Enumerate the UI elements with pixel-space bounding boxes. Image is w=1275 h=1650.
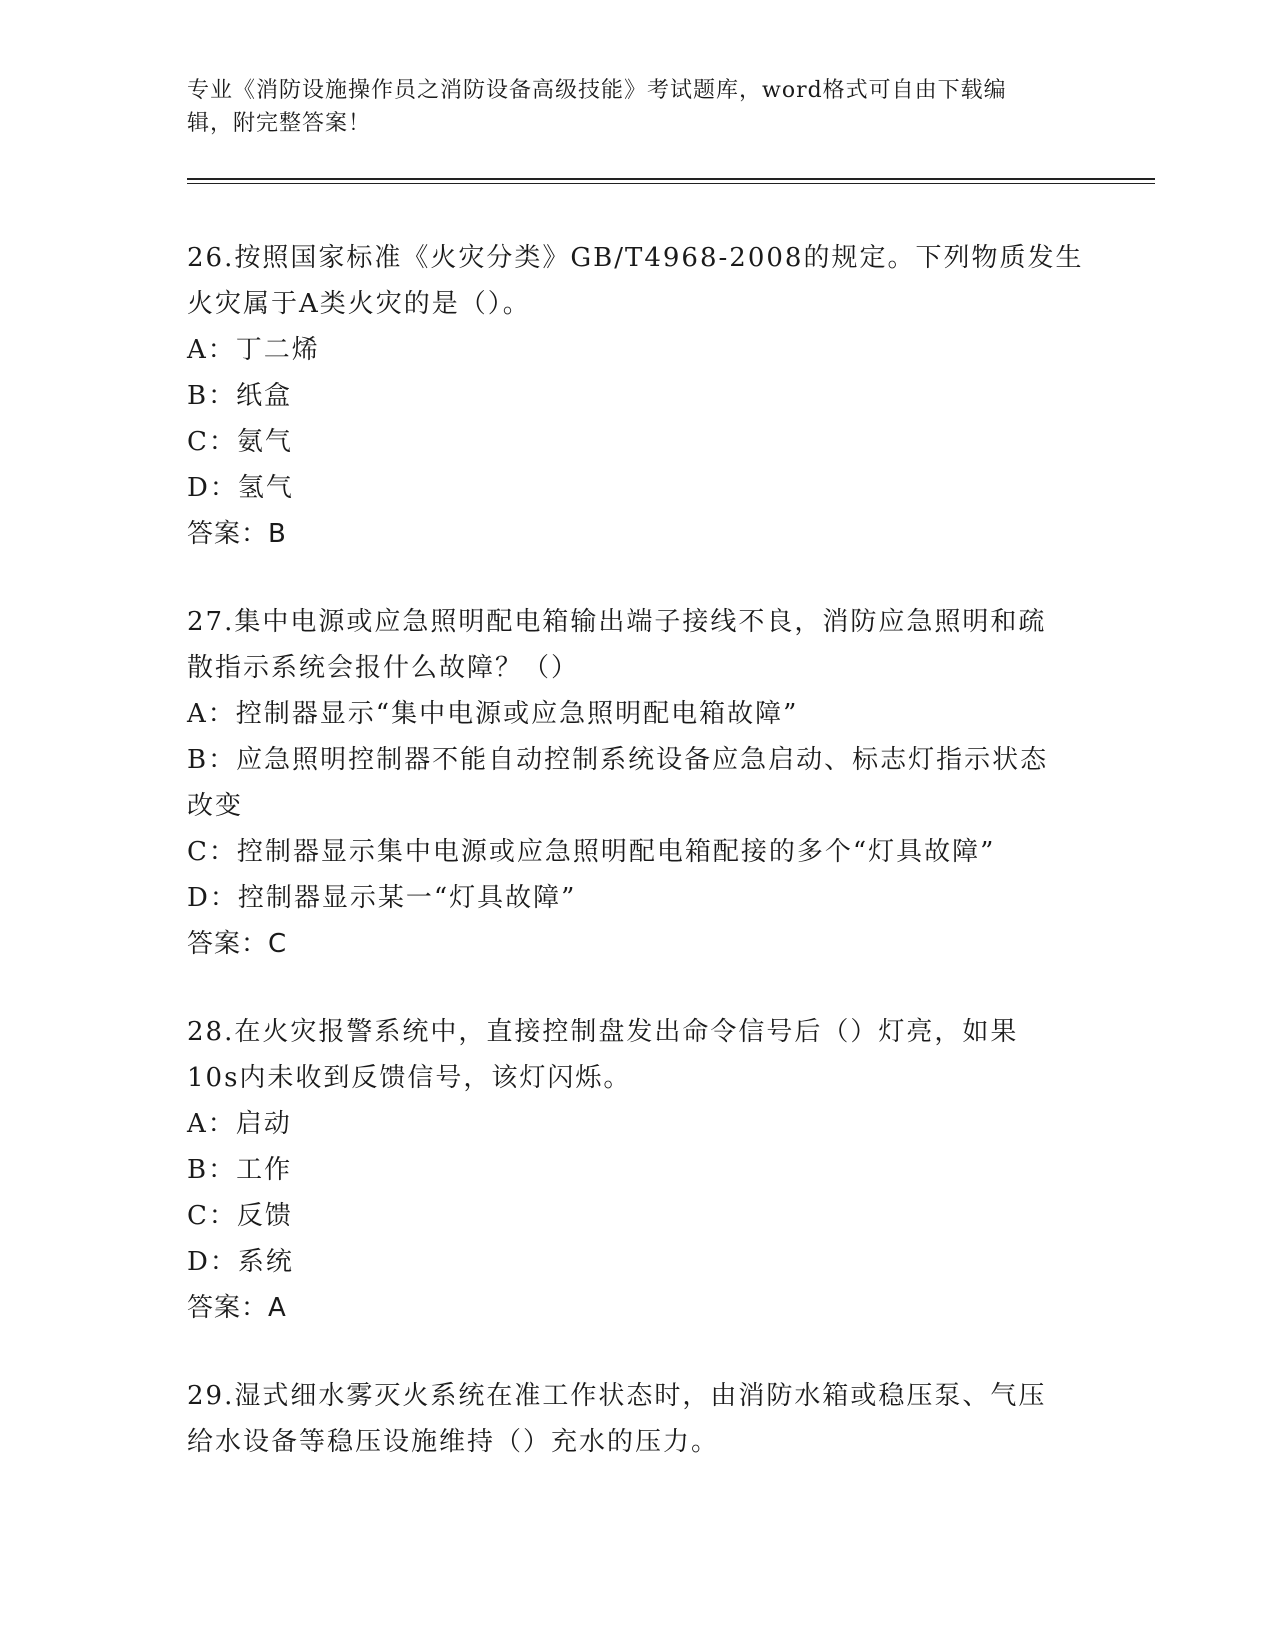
option-a: A：控制器显示“集中电源或应急照明配电箱故障” — [187, 699, 799, 729]
option-b: B：工作 — [187, 1155, 293, 1185]
question-stem-line: 29.湿式细水雾灭火系统在准工作状态时，由消防水箱或稳压泵、气压 — [187, 1381, 1047, 1411]
question-stem-line: 27.集中电源或应急照明配电箱输出端子接线不良，消防应急照明和疏 — [187, 607, 1047, 637]
question-stem-line: 10s内未收到反馈信号，该灯闪烁。 — [187, 1063, 632, 1093]
option-c: C：氨气 — [187, 427, 293, 457]
document-header — [187, 74, 1067, 140]
option-a: A：丁二烯 — [187, 335, 320, 365]
question-stem-line: 火灾属于A类火灾的是（）。 — [187, 289, 531, 319]
question-29 — [187, 1373, 1087, 1465]
header-divider-thin — [187, 183, 1155, 184]
question-list — [187, 235, 1087, 1507]
answer-line: 答案：A — [187, 1293, 287, 1323]
question-26 — [187, 235, 1087, 557]
option-d: D：系统 — [187, 1247, 294, 1277]
header-line-1: 专业《消防设施操作员之消防设备高级技能》考试题库，word格式可自由下载编 — [187, 78, 1007, 103]
question-28 — [187, 1009, 1087, 1331]
option-c: C：反馈 — [187, 1201, 293, 1231]
answer-line: 答案：C — [187, 929, 288, 959]
option-b: B：应急照明控制器不能自动控制系统设备应急启动、标志灯指示状态 — [187, 745, 1049, 775]
option-a: A：启动 — [187, 1109, 292, 1139]
question-27 — [187, 599, 1087, 967]
header-divider-thick — [187, 178, 1155, 180]
option-b-continuation: 改变 — [187, 791, 244, 821]
option-d: D：控制器显示某一“灯具故障” — [187, 883, 577, 913]
option-d: D：氢气 — [187, 473, 294, 503]
option-b: B：纸盒 — [187, 381, 293, 411]
option-c: C：控制器显示集中电源或应急照明配电箱配接的多个“灯具故障” — [187, 837, 996, 867]
question-stem-line: 28.在火灾报警系统中，直接控制盘发出命令信号后（）灯亮，如果 — [187, 1017, 1019, 1047]
question-stem-line: 给水设备等稳压设施维持（）充水的压力。 — [187, 1427, 720, 1457]
answer-line: 答案：B — [187, 519, 287, 549]
question-stem-line: 散指示系统会报什么故障？（） — [187, 653, 580, 683]
question-stem-line: 26.按照国家标准《火灾分类》GB/T4968-2008的规定。下列物质发生 — [187, 243, 1084, 273]
header-line-2: 辑，附完整答案！ — [187, 111, 372, 136]
